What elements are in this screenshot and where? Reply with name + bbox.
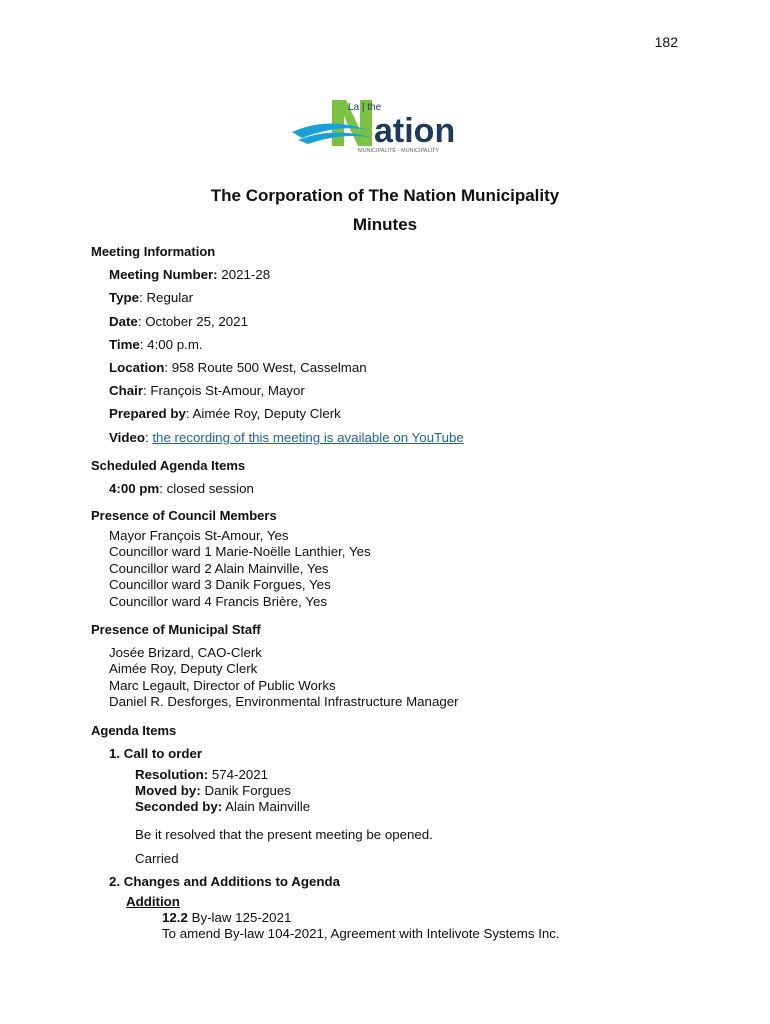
document-title: The Corporation of The Nation Municipality xyxy=(210,186,560,205)
list-item: Councillor ward 2 Alain Mainville, Yes xyxy=(109,560,329,576)
svg-text:MUNICIPALITÉ · MUNICIPALITY: MUNICIPALITÉ · MUNICIPALITY xyxy=(358,148,440,154)
document-subtitle: Minutes xyxy=(352,215,418,234)
location-row: Location: 958 Route 500 West, Casselman xyxy=(109,360,367,375)
svg-text:ation: ation xyxy=(374,112,456,150)
list-item: Councillor ward 1 Marie-Noëlle Lanthier, Yes xyxy=(109,544,371,560)
resolution-text: Be it resolved that the present meeting be opened. xyxy=(135,827,433,842)
page-number: 182 xyxy=(654,34,678,50)
seconded-by-line: Seconded by: Alain Mainville xyxy=(135,799,311,814)
agenda-heading: Agenda Items xyxy=(91,723,177,738)
video-row: Video: the recording of this meeting is available on YouTube xyxy=(109,430,464,445)
list-item: Mayor François St-Amour, Yes xyxy=(109,528,289,543)
list-item: Aimée Roy, Deputy Clerk xyxy=(109,661,258,677)
scheduled-heading: Scheduled Agenda Items xyxy=(91,458,246,473)
list-item: Josée Brizard, CAO-Clerk xyxy=(109,645,262,660)
resolution-line: Resolution: 574-2021 xyxy=(135,767,269,782)
bylaw-entry xyxy=(162,910,560,942)
chair-row: Chair: François St-Amour, Mayor xyxy=(109,383,305,398)
date-row: Date: October 25, 2021 xyxy=(109,314,248,329)
type-row: Type: Regular xyxy=(109,290,194,305)
scheduled-item: 4:00 pm: closed session xyxy=(109,481,254,496)
moved-by-line: Moved by: Danik Forgues xyxy=(135,783,291,798)
nation-municipality-logo xyxy=(288,96,498,154)
agenda-item-1-title: 1. Call to order xyxy=(109,746,203,761)
list-item: Councillor ward 4 Francis Brière, Yes xyxy=(109,593,328,609)
svg-text:La | the: La | the xyxy=(348,102,382,113)
bylaw-description: To amend By-law 104-2021, Agreement with Intelivote Systems Inc. xyxy=(162,926,560,941)
agenda-item-2-title: 2. Changes and Additions to Agenda xyxy=(109,874,340,889)
addition-label: Addition xyxy=(126,894,180,909)
list-item: Daniel R. Desforges, Environmental Infrastructure Manager xyxy=(109,694,459,710)
staff-list xyxy=(109,645,459,711)
bylaw-title: 12.2 By-law 125-2021 xyxy=(162,910,292,925)
prepared-by-row: Prepared by: Aimée Roy, Deputy Clerk xyxy=(109,406,341,421)
list-item: Marc Legault, Director of Public Works xyxy=(109,677,336,693)
staff-heading: Presence of Municipal Staff xyxy=(91,622,261,637)
youtube-recording-link[interactable]: the recording of this meeting is available on YouTube xyxy=(152,430,464,445)
meeting-info-heading: Meeting Information xyxy=(91,244,216,259)
agenda-item-1-motion xyxy=(135,767,310,815)
time-row: Time: 4:00 p.m. xyxy=(109,337,203,352)
council-heading: Presence of Council Members xyxy=(91,508,277,523)
council-list xyxy=(109,528,371,610)
meeting-number-row: Meeting Number: 2021-28 xyxy=(109,267,271,282)
list-item: Councillor ward 3 Danik Forgues, Yes xyxy=(109,577,331,593)
resolution-result: Carried xyxy=(135,851,179,866)
